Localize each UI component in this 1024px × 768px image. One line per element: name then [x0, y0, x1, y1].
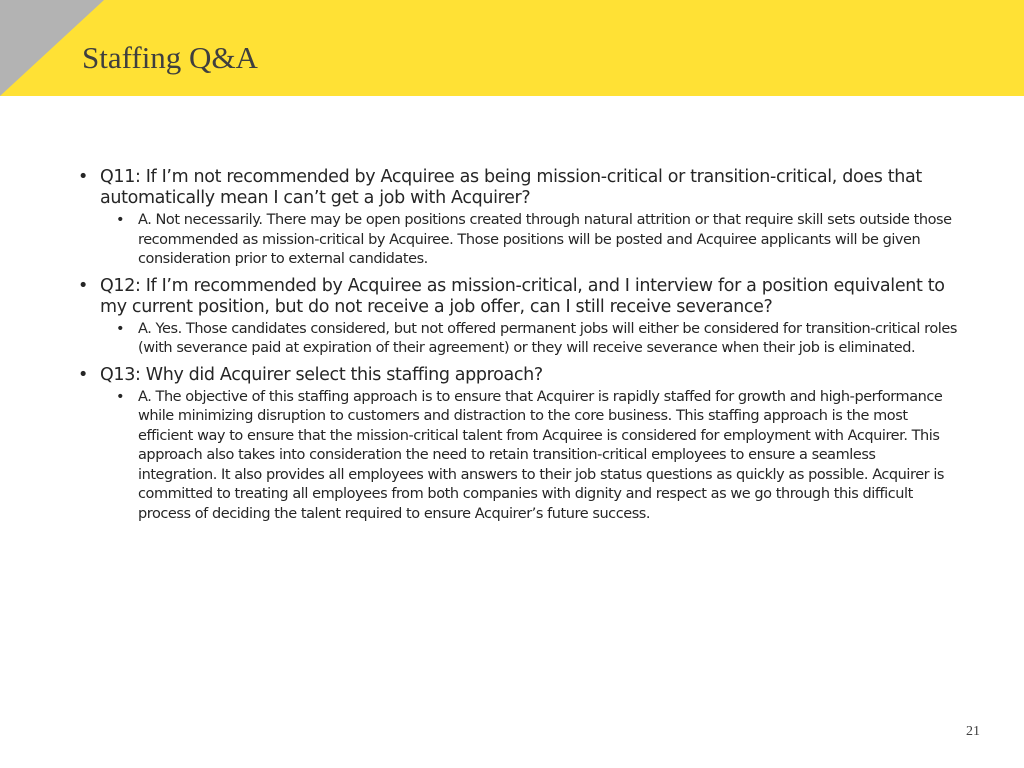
bullet-icon: • — [116, 320, 125, 337]
bullet-icon: • — [116, 388, 125, 405]
page-number: 21 — [966, 724, 980, 739]
question-text: Q11: If I’m not recommended by Acquiree as being mission-critical or transition-critical, does that automatically mean I can’t get a job with Acquirer? — [100, 167, 922, 208]
page-title: Staffing Q&A — [82, 40, 258, 75]
question — [78, 276, 958, 318]
answer — [116, 388, 958, 525]
bullet-icon: • — [78, 167, 88, 187]
bullet-icon: • — [78, 364, 88, 385]
answer-text: A. Yes. Those candidates considered, but not offered permanent jobs will either be considered for transition-critical roles (with severance paid at expiration of their agreement) or they will receive severance when their job is eliminated. — [138, 320, 957, 356]
qa-item-q11 — [78, 167, 958, 270]
question-text: Q12: If I’m recommended by Acquiree as mission-critical, and I interview for a position equivalent to my current position, but do not receive a job offer, can I still receive severance? — [100, 275, 945, 317]
answer — [116, 211, 958, 270]
qa-item-q13 — [78, 365, 958, 525]
question — [78, 365, 958, 386]
bullet-icon: • — [116, 212, 125, 228]
bullet-icon: • — [78, 275, 88, 296]
header-bar — [0, 0, 1024, 96]
answer — [116, 320, 958, 359]
question-text: Q13: Why did Acquirer select this staffing approach? — [100, 364, 543, 385]
answer-text: A. Not necessarily. There may be open positions created through natural attrition or that require skill sets outside those recommended as mission-critical by Acquiree. Those positions will be posted and Acquiree applicants will be given consideration prior to external candidates. — [138, 212, 952, 267]
answer-text: A. The objective of this staffing approach is to ensure that Acquirer is rapidly staffed for growth and high-performance while minimizing disruption to customers and distraction to the core business. This staffing approach is the most efficient way to ensure that the mission-critical talent from Acquiree is considered for employment with Acquirer. This approach also takes into consideration the need to retain transition-critical employees to ensure a seamless integration. It also provides all employees with answers to their job status questions as quickly as possible. Acquirer is committed to treating all employees from both companies with dignity and respect as we go through this difficult process of deciding the talent required to ensure Acquirer’s future success. — [138, 388, 945, 522]
question — [78, 167, 958, 209]
qa-list — [78, 167, 958, 530]
qa-item-q12 — [78, 276, 958, 359]
